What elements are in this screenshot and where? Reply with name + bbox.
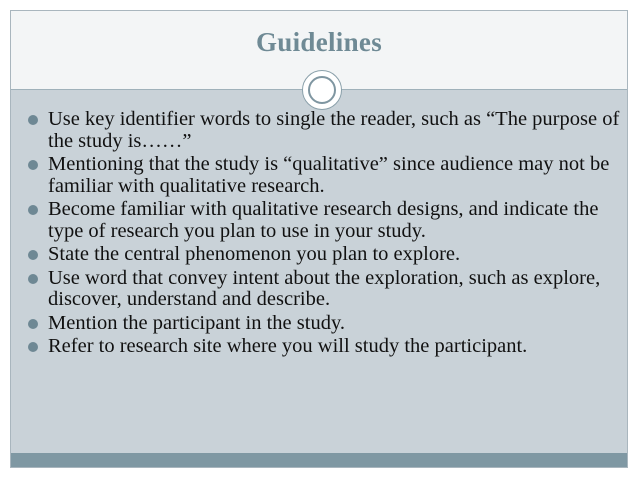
bullet-item — [25, 109, 621, 152]
circle-ornament-inner — [308, 76, 336, 104]
bullet-text: Mentioning that the study is “qualitative” since audience may not be familiar with qualitative research. — [48, 153, 610, 197]
bullet-icon — [28, 160, 38, 170]
circle-ornament-icon — [302, 70, 342, 110]
bullet-item — [25, 199, 621, 242]
bullet-item — [25, 244, 621, 266]
bullet-icon — [28, 205, 38, 215]
bullet-icon — [28, 115, 38, 125]
slide — [10, 10, 628, 468]
bullet-text: State the central phenomenon you plan to explore. — [48, 243, 461, 265]
bullet-item — [25, 336, 621, 358]
bullet-icon — [28, 342, 38, 352]
bullet-text: Use word that convey intent about the exploration, such as explore, discover, understand and describe. — [48, 266, 601, 310]
bullet-icon — [28, 250, 38, 260]
bullet-text: Become familiar with qualitative research designs, and indicate the type of research you plan to use in your study. — [48, 198, 599, 242]
bullet-item — [25, 268, 621, 311]
slide-title: Guidelines — [255, 27, 383, 57]
bullet-icon — [28, 319, 38, 329]
bullet-text: Mention the participant in the study. — [48, 311, 345, 334]
bullet-item — [25, 154, 621, 197]
bullet-icon — [28, 274, 38, 284]
bullet-text: Refer to research site where you will study the participant. — [48, 335, 528, 357]
bullet-text: Use key identifier words to single the reader, such as “The purpose of the study is……” — [48, 108, 620, 152]
footer-band — [11, 453, 627, 467]
bullet-list — [25, 109, 621, 360]
bullet-item — [25, 313, 621, 335]
